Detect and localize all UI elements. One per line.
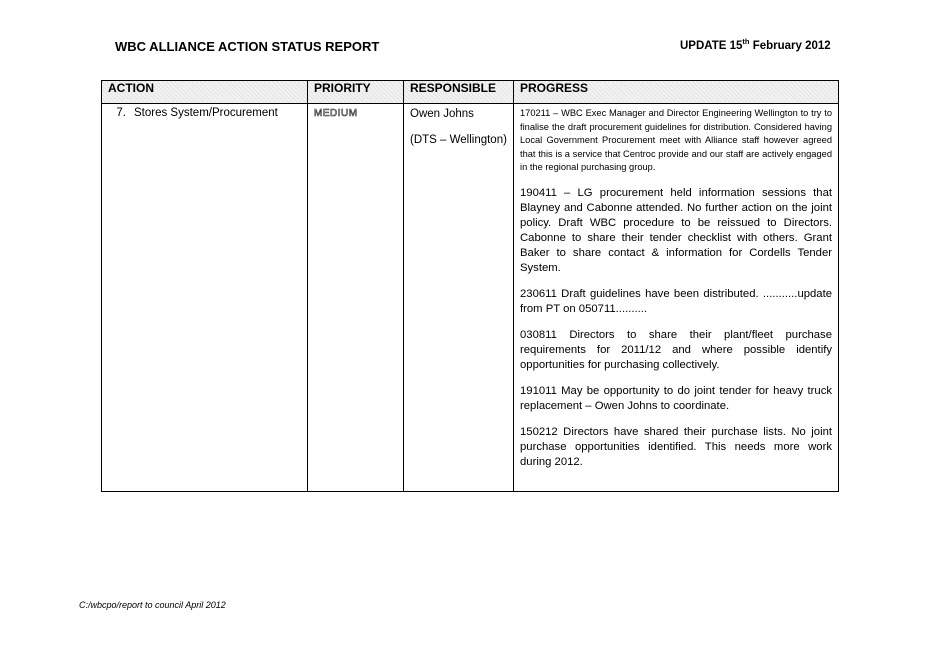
progress-entry-230611: 230611 Draft guidelines have been distributed. ...........update from PT on 050711.......... — [520, 287, 832, 315]
column-header-priority: PRIORITY — [308, 81, 404, 104]
table-row — [102, 104, 839, 492]
action-status-table — [101, 80, 839, 492]
progress-entry-150212: 150212 Directors have shared their purchase lists. No joint purchase opportunities identified. This needs more work during 2012. — [520, 425, 832, 468]
footer-file-path: C:/wbcpo/report to council April 2012 — [79, 600, 226, 610]
column-header-action: ACTION — [102, 81, 308, 104]
progress-entry-170211: 170211 – WBC Exec Manager and Director Engineering Wellington to try to finalise the draft procurement guidelines for distribution. Considered having Local Government Procurement meet with Alliance staff however agreed that this is a service that Centroc provide and our staff are actively engaged in the regional purchasing group. — [520, 108, 832, 172]
progress-cell — [514, 104, 839, 492]
table-header-row — [102, 81, 839, 104]
responsible-department: (DTS – Wellington) — [410, 134, 507, 146]
progress-entry-191011: 191011 May be opportunity to do joint tender for heavy truck replacement – Owen Johns to coordinate. — [520, 384, 832, 412]
priority-value: MEDIUM — [314, 108, 358, 119]
responsible-cell — [404, 104, 514, 492]
priority-cell — [308, 104, 404, 492]
update-prefix: UPDATE 15 — [680, 40, 743, 52]
responsible-name: Owen Johns — [410, 108, 474, 120]
action-text: Stores System/Procurement — [134, 107, 278, 119]
column-header-responsible: RESPONSIBLE — [404, 81, 514, 104]
report-title: WBC ALLIANCE ACTION STATUS REPORT — [115, 39, 380, 54]
action-cell — [102, 104, 308, 492]
action-number: 7. — [116, 107, 126, 119]
update-superscript: th — [742, 37, 750, 47]
update-suffix: February 2012 — [749, 40, 831, 52]
progress-entry-190411: 190411 – LG procurement held information sessions that Blayney and Cabonne attended. No further action on the joint policy. Draft WBC procedure to be reissued to Directors. Cabonne to share their tender checklist with others. Grant Baker to share contact & information for Cordells Tender System. — [520, 186, 832, 274]
update-date — [680, 37, 831, 52]
column-header-progress: PROGRESS — [514, 81, 839, 104]
progress-entry-030811: 030811 Directors to share their plant/fleet purchase requirements for 2011/12 and where possible identify opportunities for purchasing collectively. — [520, 328, 832, 371]
